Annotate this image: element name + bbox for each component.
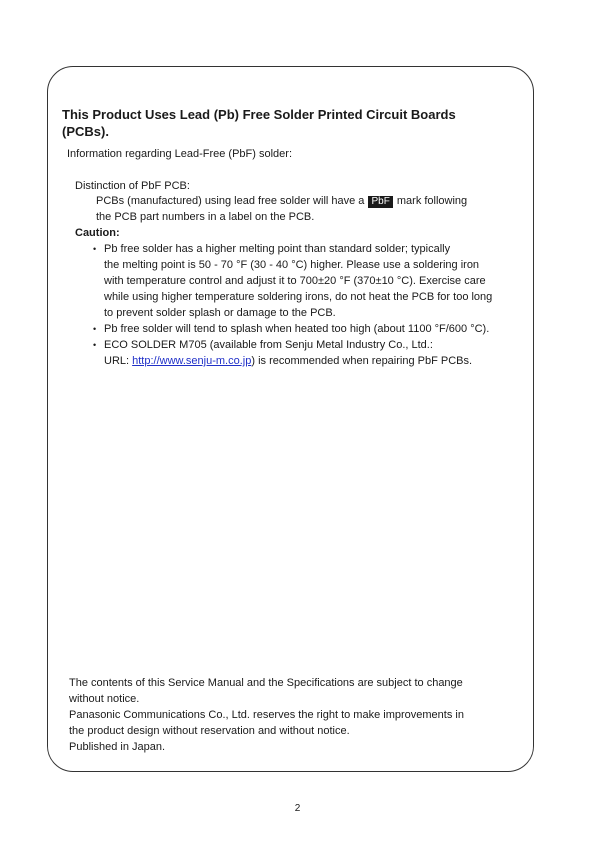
bullet-dot-icon: •	[93, 244, 97, 254]
page-number: 2	[294, 803, 301, 814]
pbf-mark: PbF	[368, 196, 392, 208]
bullet-dot-icon: •	[93, 324, 97, 334]
distinction-line-1-before: PCBs (manufactured) using lead free solder will have a	[96, 195, 368, 207]
caution-label: Caution:	[75, 227, 120, 239]
bullet-3-line-2	[104, 353, 472, 369]
url-prefix: URL:	[104, 355, 133, 367]
intro-text: Information regarding Lead-Free (PbF) solder:	[67, 148, 292, 160]
footer-line-3: Panasonic Communications Co., Ltd. reserves the right to make improvements in	[69, 709, 464, 721]
footer-line-2: without notice.	[69, 693, 140, 705]
footer-notice	[69, 675, 464, 755]
bullet-1-line-2: the melting point is 50 - 70 °F (30 - 40 °C) higher. Please use a soldering iron	[104, 259, 480, 271]
distinction-body	[96, 193, 467, 225]
caution-bullet-2	[93, 321, 490, 337]
bullet-2-line-1: Pb free solder will tend to splash when heated too high (about 1100 °F/600 °C).	[104, 323, 490, 335]
bullet-1-line-4: while using higher temperature soldering irons, do not heat the PCB for too long	[104, 291, 493, 303]
senju-url-link[interactable]: http://www.senju-m.co.jp	[132, 355, 252, 367]
distinction-line-2: the PCB part numbers in a label on the PCB.	[96, 211, 315, 223]
bullet-1-line-3: with temperature control and adjust it to 700±20 °F (370±10 °C). Exercise care	[104, 275, 486, 287]
bullet-3-line-1: ECO SOLDER M705 (available from Senju Metal Industry Co., Ltd.:	[104, 339, 433, 351]
footer-line-4: the product design without reservation and without notice.	[69, 725, 350, 737]
caution-bullet-3	[93, 337, 473, 369]
distinction-line-1-after: mark following	[393, 195, 468, 207]
footer-line-1: The contents of this Service Manual and the Specifications are subject to change	[69, 677, 463, 689]
footer-line-5: Published in Japan.	[69, 741, 166, 753]
bullet-dot-icon: •	[93, 340, 97, 350]
page-heading: This Product Uses Lead (Pb) Free Solder Printed Circuit Boards (PCBs).	[62, 107, 456, 139]
url-suffix: ) is recommended when repairing PbF PCBs.	[251, 355, 473, 367]
caution-bullet-1	[93, 241, 493, 321]
distinction-label: Distinction of PbF PCB:	[75, 180, 190, 192]
bullet-1-line-1: Pb free solder has a higher melting point than standard solder; typically	[104, 243, 451, 255]
distinction-line-1	[96, 193, 467, 209]
bullet-1-line-5: to prevent solder splash or damage to the PCB.	[104, 307, 336, 319]
content-frame	[47, 66, 534, 772]
